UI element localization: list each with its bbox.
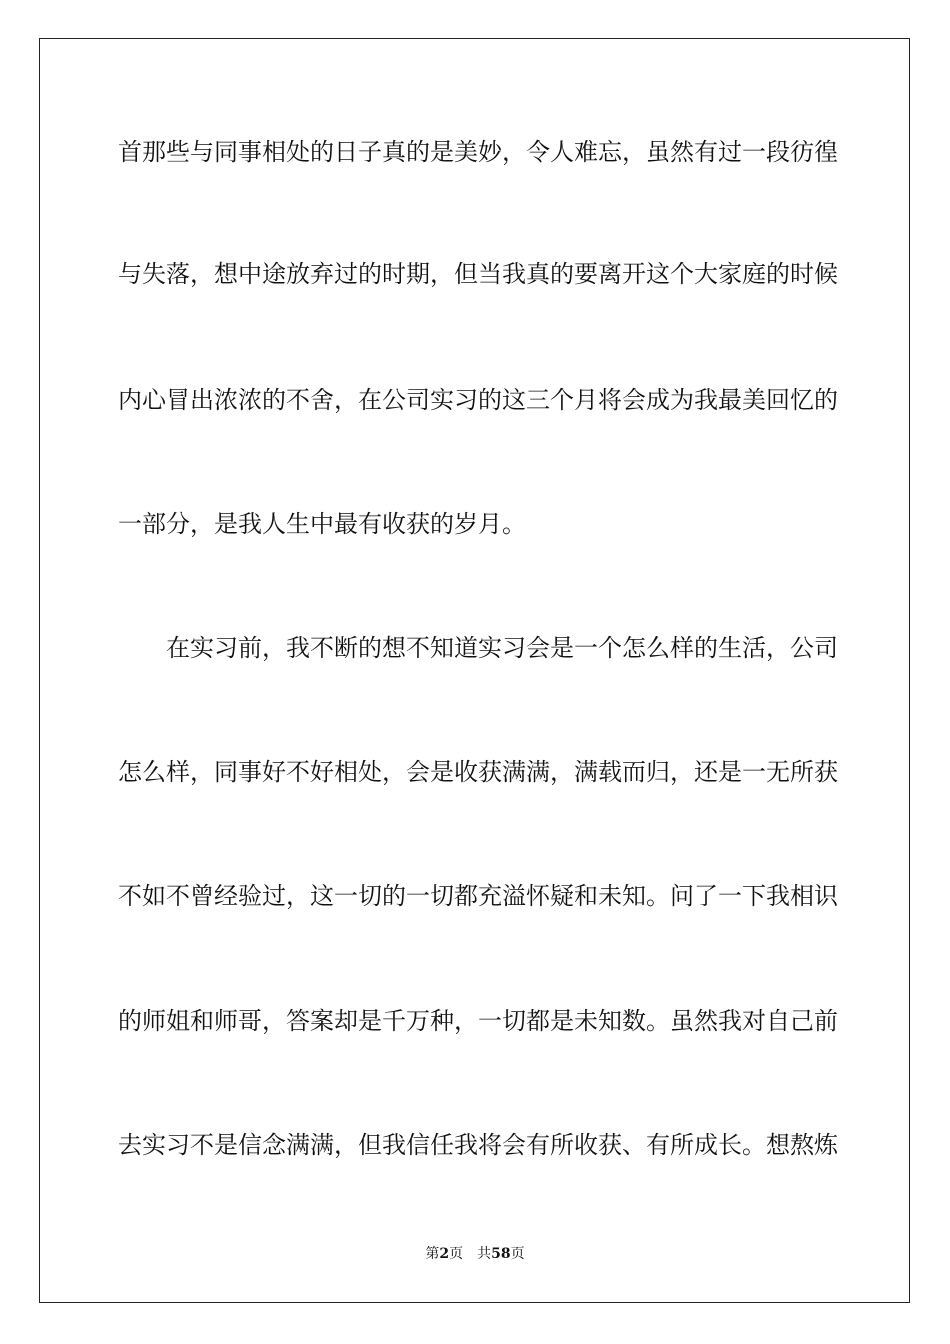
text-line: 的师姐和师哥，答案却是千万种，一切都是未知数。虽然我对自己前 xyxy=(118,1007,838,1035)
paragraph-first-line: 在实习前，我不断的想不知道实习会是一个怎么样的生活，公司 xyxy=(166,634,838,662)
total-pages: 58 xyxy=(491,1246,511,1262)
page-suffix: 页 xyxy=(449,1246,464,1262)
page-prefix: 第 xyxy=(425,1246,440,1262)
page-frame xyxy=(39,38,910,1303)
total-prefix: 共 xyxy=(477,1246,492,1262)
text-line: 一部分，是我人生中最有收获的岁月。 xyxy=(118,510,526,538)
text-line: 去实习不是信念满满，但我信任我将会有所收获、有所成长。想熬炼 xyxy=(118,1131,838,1159)
total-suffix: 页 xyxy=(510,1246,525,1262)
text-line: 怎么样，同事好不好相处，会是收获满满，满载而归，还是一无所获 xyxy=(118,758,838,786)
page-number: 2 xyxy=(439,1246,450,1262)
text-line: 与失落，想中途放弃过的时期，但当我真的要离开这个大家庭的时候 xyxy=(118,260,838,288)
text-line: 首那些与同事相处的日子真的是美妙，令人难忘，虽然有过一段彷徨 xyxy=(118,138,838,166)
text-line: 内心冒出浓浓的不舍，在公司实习的这三个月将会成为我最美回忆的 xyxy=(118,386,838,414)
text-line: 不如不曾经验过，这一切的一切都充溢怀疑和未知。问了一下我相识 xyxy=(118,882,838,910)
page-footer xyxy=(0,1245,950,1263)
